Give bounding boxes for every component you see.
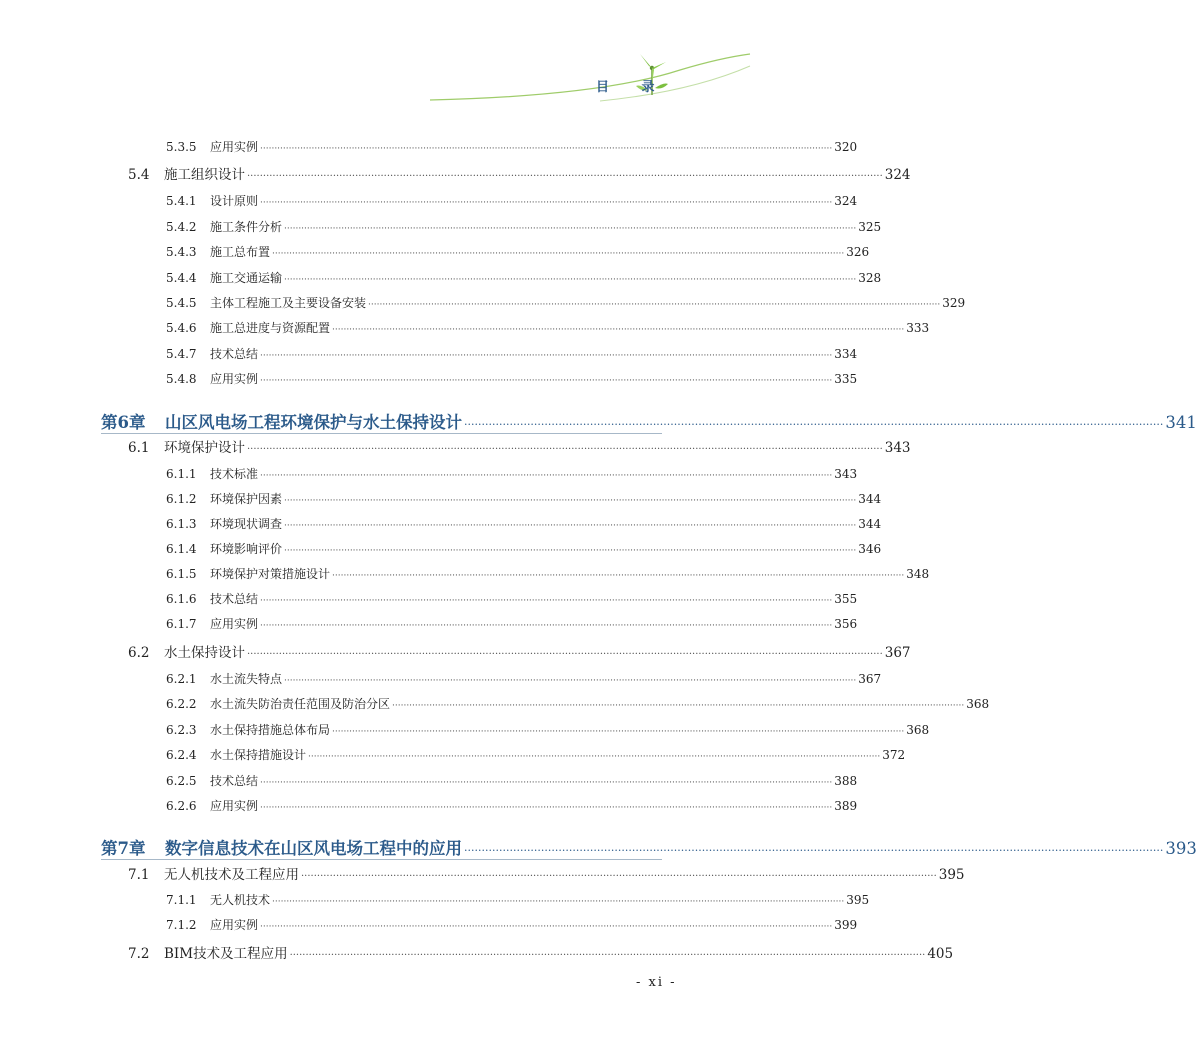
toc-entry-level-3[interactable] bbox=[166, 565, 930, 582]
toc-leader-dots: ········································································································································································································ bbox=[284, 224, 857, 234]
toc-entry-level-2[interactable] bbox=[128, 863, 965, 883]
toc-entry-number: 5.4.3 bbox=[166, 245, 197, 259]
toc-entry-title: 水土流失特点 bbox=[210, 672, 283, 686]
toc-entry-level-3[interactable] bbox=[166, 797, 858, 814]
toc-entry-title: 设计原则 bbox=[210, 194, 259, 208]
toc-leader-dots: ········································································································································································································ bbox=[260, 351, 833, 361]
toc-leader-dots: ········································································································································································································ bbox=[464, 844, 1164, 857]
toc-leader-dots: ········································································································································································································ bbox=[260, 803, 833, 813]
toc-entry-page: 399 bbox=[834, 918, 858, 932]
toc-entry-title: 水土流失防治责任范围及防治分区 bbox=[210, 697, 391, 711]
toc-entry-page: 405 bbox=[927, 946, 954, 962]
toc-entry-number: 7.1 bbox=[128, 867, 150, 883]
toc-leader-dots: ········································································································································································································ bbox=[247, 649, 883, 660]
toc-entry-level-2[interactable] bbox=[128, 163, 911, 183]
toc-leader-dots: ········································································································································································································ bbox=[392, 701, 965, 711]
toc-entry-number: 6.2 bbox=[128, 645, 150, 661]
toc-entry-title: 施工总进度与资源配置 bbox=[210, 321, 331, 335]
toc-entry-title: 施工总布置 bbox=[210, 245, 271, 259]
toc-entry-number: 6.2.6 bbox=[166, 799, 197, 813]
toc-entry-page: 355 bbox=[834, 592, 858, 606]
toc-entry-page: 343 bbox=[884, 440, 911, 456]
toc-entry-level-3[interactable] bbox=[166, 269, 882, 286]
toc-entry-title: 技术标准 bbox=[210, 467, 259, 481]
toc-leader-dots: ········································································································································································································ bbox=[284, 496, 857, 506]
toc-entry-level-2[interactable] bbox=[128, 436, 911, 456]
toc-entry-level-3[interactable] bbox=[166, 695, 990, 712]
toc-entry-level-3[interactable] bbox=[166, 345, 858, 362]
toc-entry-number: 5.4.1 bbox=[166, 194, 197, 208]
toc-entry-number: 5.4.8 bbox=[166, 372, 197, 386]
toc-entry-page: 335 bbox=[834, 372, 858, 386]
toc-entry-level-3[interactable] bbox=[166, 615, 858, 632]
toc-entry-number: 5.4.4 bbox=[166, 271, 197, 285]
toc-entry-page: 367 bbox=[858, 672, 882, 686]
toc-entry-page: 372 bbox=[882, 748, 906, 762]
toc-entry-page: 334 bbox=[834, 347, 858, 361]
toc-entry-number: 7.1.1 bbox=[166, 893, 197, 907]
toc-entry-number: 6.1.7 bbox=[166, 617, 197, 631]
toc-leader-dots: ········································································································································································································ bbox=[368, 300, 941, 310]
toc-entry-number: 第7章 bbox=[101, 839, 146, 858]
toc-entry-number: 7.2 bbox=[128, 946, 150, 962]
toc-entry-level-3[interactable] bbox=[166, 192, 858, 209]
toc-entry-page: 388 bbox=[834, 774, 858, 788]
toc-leader-dots: ········································································································································································································ bbox=[301, 871, 937, 882]
toc-entry-page: 333 bbox=[906, 321, 930, 335]
toc-leader-dots: ········································································································································································································ bbox=[260, 198, 833, 208]
toc-entry-number: 5.4 bbox=[128, 167, 150, 183]
toc-entry-title: 施工交通运输 bbox=[210, 271, 283, 285]
toc-entry-level-3[interactable] bbox=[166, 670, 882, 687]
toc-entry-level-3[interactable] bbox=[166, 319, 930, 336]
page-number: - xi - bbox=[636, 975, 677, 990]
toc-entry-number: 6.1.4 bbox=[166, 542, 197, 556]
toc-leader-dots: ········································································································································································································ bbox=[332, 325, 905, 335]
toc-entry-page: 367 bbox=[884, 645, 911, 661]
toc-entry-title: 环境保护对策措施设计 bbox=[210, 567, 331, 581]
toc-entry-level-3[interactable] bbox=[166, 465, 858, 482]
toc-entry-number: 5.4.2 bbox=[166, 220, 197, 234]
toc-entry-page: 341 bbox=[1165, 413, 1197, 432]
toc-leader-dots: ········································································································································································································ bbox=[272, 249, 845, 259]
page-title: 目 录 bbox=[596, 80, 669, 95]
toc-entry-title: 无人机技术 bbox=[210, 893, 271, 907]
toc-entry-level-3[interactable] bbox=[166, 916, 858, 933]
toc-leader-dots: ········································································································································································································ bbox=[260, 596, 833, 606]
toc-entry-level-2[interactable] bbox=[128, 641, 911, 661]
toc-entry-number: 6.2.4 bbox=[166, 748, 197, 762]
toc-leader-dots: ········································································································································································································ bbox=[464, 418, 1164, 431]
toc-leader-dots: ········································································································································································································ bbox=[272, 897, 845, 907]
toc-entry-level-3[interactable] bbox=[166, 243, 870, 260]
toc-entry-page: 320 bbox=[834, 140, 858, 154]
toc-entry-level-3[interactable] bbox=[166, 294, 966, 311]
toc-entry-title: 技术总结 bbox=[210, 592, 259, 606]
toc-leader-dots: ········································································································································································································ bbox=[247, 171, 883, 182]
toc-entry-level-3[interactable] bbox=[166, 746, 906, 763]
toc-entry-number: 5.4.6 bbox=[166, 321, 197, 335]
toc-entry-title: 环境影响评价 bbox=[210, 542, 283, 556]
toc-entry-title: 应用实例 bbox=[210, 617, 259, 631]
page-header bbox=[0, 0, 750, 110]
toc-entry-level-3[interactable] bbox=[166, 370, 858, 387]
toc-entry-number: 5.4.7 bbox=[166, 347, 197, 361]
toc-leader-dots: ········································································································································································································ bbox=[284, 546, 857, 556]
toc-entry-title: 山区风电场工程环境保护与水土保持设计 bbox=[165, 413, 462, 432]
chapter-divider bbox=[101, 859, 662, 860]
toc-leader-dots: ········································································································································································································ bbox=[332, 571, 905, 581]
toc-entry-page: 368 bbox=[966, 697, 990, 711]
toc-entry-level-3[interactable] bbox=[166, 891, 870, 908]
toc-entry-level-3[interactable] bbox=[166, 772, 858, 789]
toc-entry-page: 324 bbox=[834, 194, 858, 208]
toc-entry-page: 328 bbox=[858, 271, 882, 285]
toc-entry-number: 第6章 bbox=[101, 413, 146, 432]
chapter-divider bbox=[101, 433, 662, 434]
toc-entry-page: 395 bbox=[846, 893, 870, 907]
toc-entry-title: 技术总结 bbox=[210, 774, 259, 788]
toc-entry-title: 技术总结 bbox=[210, 347, 259, 361]
toc-entry-number: 5.4.5 bbox=[166, 296, 197, 310]
toc-leader-dots: ········································································································································································································ bbox=[284, 676, 857, 686]
toc-leader-dots: ········································································································································································································ bbox=[260, 376, 833, 386]
toc-leader-dots: ········································································································································································································ bbox=[260, 471, 833, 481]
toc-leader-dots: ········································································································································································································ bbox=[308, 752, 881, 762]
toc-entry-page: 393 bbox=[1165, 839, 1197, 858]
toc-entry-number: 6.1.6 bbox=[166, 592, 197, 606]
toc-entry-title: 水土保持措施设计 bbox=[210, 748, 307, 762]
toc-leader-dots: ········································································································································································································ bbox=[332, 727, 905, 737]
toc-entry-title: 无人机技术及工程应用 bbox=[164, 867, 299, 883]
toc-entry-page: 343 bbox=[834, 467, 858, 481]
toc-entry-level-3[interactable] bbox=[166, 540, 882, 557]
toc-entry-page: 368 bbox=[906, 723, 930, 737]
toc-entry-title: 主体工程施工及主要设备安装 bbox=[210, 296, 367, 310]
toc-entry-number: 6.1 bbox=[128, 440, 150, 456]
toc-leader-dots: ········································································································································································································ bbox=[284, 521, 857, 531]
toc-leader-dots: ········································································································································································································ bbox=[289, 950, 926, 961]
toc-entry-number: 5.3.5 bbox=[166, 140, 197, 154]
toc-entry-number: 6.1.5 bbox=[166, 567, 197, 581]
toc-entry-title: 环境保护因素 bbox=[210, 492, 283, 506]
toc-entry-level-3[interactable] bbox=[166, 490, 882, 507]
toc-entry-title: 应用实例 bbox=[210, 799, 259, 813]
toc-entry-number: 6.2.5 bbox=[166, 774, 197, 788]
toc-leader-dots: ········································································································································································································ bbox=[260, 621, 833, 631]
toc-entry-title: BIM技术及工程应用 bbox=[164, 946, 288, 962]
toc-entry-title: 环境现状调查 bbox=[210, 517, 283, 531]
toc-entry-number: 6.1.3 bbox=[166, 517, 197, 531]
toc-entry-page: 346 bbox=[858, 542, 882, 556]
toc-entry-title: 应用实例 bbox=[210, 140, 259, 154]
toc-entry-page: 325 bbox=[858, 220, 882, 234]
toc-entry-number: 6.2.3 bbox=[166, 723, 197, 737]
toc-entry-page: 344 bbox=[858, 492, 882, 506]
toc-leader-dots: ········································································································································································································ bbox=[247, 444, 883, 455]
toc-entry-page: 395 bbox=[938, 867, 965, 883]
toc-leader-dots: ········································································································································································································ bbox=[260, 778, 833, 788]
toc-entry-page: 389 bbox=[834, 799, 858, 813]
toc-leader-dots: ········································································································································································································ bbox=[284, 275, 857, 285]
toc-entry-level-3[interactable] bbox=[166, 138, 858, 155]
toc-entry-page: 356 bbox=[834, 617, 858, 631]
toc-entry-number: 7.1.2 bbox=[166, 918, 197, 932]
toc-entry-title: 水土保持设计 bbox=[164, 645, 245, 661]
toc-entry-level-1[interactable] bbox=[101, 835, 1197, 859]
toc-entry-title: 数字信息技术在山区风电场工程中的应用 bbox=[165, 839, 462, 858]
toc-entry-title: 施工条件分析 bbox=[210, 220, 283, 234]
toc-entry-page: 348 bbox=[906, 567, 930, 581]
toc-leader-dots: ········································································································································································································ bbox=[260, 144, 833, 154]
toc-entry-page: 324 bbox=[884, 167, 911, 183]
toc-entry-title: 环境保护设计 bbox=[164, 440, 245, 456]
toc-entry-title: 水土保持措施总体布局 bbox=[210, 723, 331, 737]
toc-entry-number: 6.2.1 bbox=[166, 672, 197, 686]
toc-entry-title: 应用实例 bbox=[210, 372, 259, 386]
toc-entry-page: 329 bbox=[942, 296, 966, 310]
toc-entry-title: 施工组织设计 bbox=[164, 167, 245, 183]
toc-entry-level-3[interactable] bbox=[166, 218, 882, 235]
toc-entry-level-1[interactable] bbox=[101, 409, 1197, 433]
toc-entry-level-3[interactable] bbox=[166, 721, 930, 738]
toc-entry-title: 应用实例 bbox=[210, 918, 259, 932]
toc-entry-level-2[interactable] bbox=[128, 942, 954, 962]
toc-entry-level-3[interactable] bbox=[166, 515, 882, 532]
toc-entry-number: 6.1.2 bbox=[166, 492, 197, 506]
toc-entry-page: 326 bbox=[846, 245, 870, 259]
toc-entry-number: 6.2.2 bbox=[166, 697, 197, 711]
toc-entry-page: 344 bbox=[858, 517, 882, 531]
toc-entry-number: 6.1.1 bbox=[166, 467, 197, 481]
toc-entry-level-3[interactable] bbox=[166, 590, 858, 607]
toc-leader-dots: ········································································································································································································ bbox=[260, 922, 833, 932]
